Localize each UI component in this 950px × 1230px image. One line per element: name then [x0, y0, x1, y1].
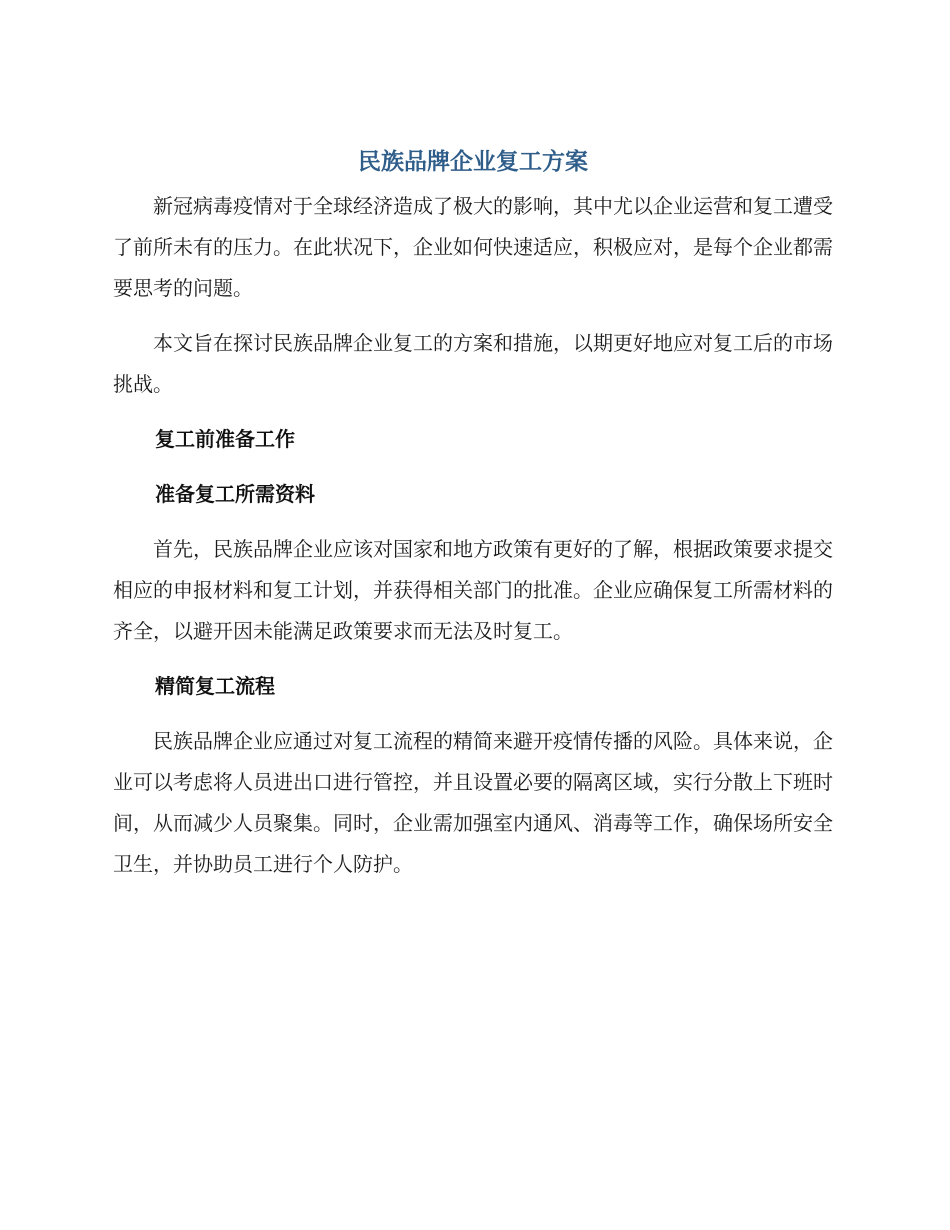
section-heading-preparation: 复工前准备工作 [155, 427, 295, 451]
document-title: 民族品牌企业复工方案 [358, 149, 588, 175]
subsection-paragraph-materials: 首先，民族品牌企业应该对国家和地方政策有更好的了解，根据政策要求提交相应的申报材料和复工计划，并获得相关部门的批准。企业应确保复工所需材料的齐全，以避开因未能满足政策要求而无法及时复工。 [113, 537, 833, 643]
intro-paragraph-2: 本文旨在探讨民族品牌企业复工的方案和措施，以期更好地应对复工后的市场挑战。 [113, 331, 833, 396]
document-content [113, 142, 833, 885]
intro-paragraph-1: 新冠病毒疫情对于全球经济造成了极大的影响，其中尤以企业运营和复工遭受了前所未有的压力。在此状况下，企业如何快速适应，积极应对，是每个企业都需要思考的问题。 [113, 194, 833, 300]
subsection-heading-materials: 准备复工所需资料 [155, 482, 315, 506]
subsection-heading-process: 精简复工流程 [155, 674, 275, 698]
subsection-paragraph-process: 民族品牌企业应通过对复工流程的精简来避开疫情传播的风险。具体来说，企业可以考虑将人员进出口进行管控，并且设置必要的隔离区域，实行分散上下班时间，从而减少人员聚集。同时，企业需加强室内通风、消毒等工作，确保场所安全卫生，并协助员工进行个人防护。 [113, 729, 833, 876]
